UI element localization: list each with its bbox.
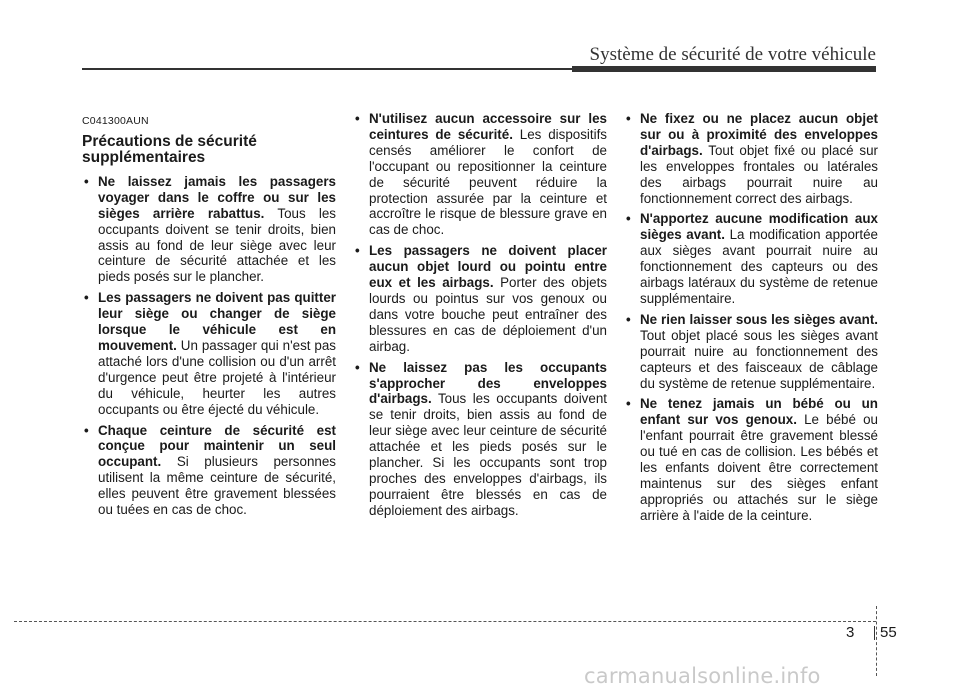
item-text: Tout objet placé sous les sièges avant pourrait nuire au fonctionnement des capteurs et des faisceaux de câblage du système de retenue supplémentaire. [640, 327, 878, 391]
column-3 [624, 111, 878, 529]
list-item [353, 360, 607, 519]
item-text: Tout objet fixé ou placé sur les enveloppes frontales ou latérales des airbags pourrait nuire au fonctionnement correct des airbags. [640, 142, 878, 206]
header-title: Système de sécurité de votre véhicule [589, 44, 876, 65]
list-item [82, 423, 336, 518]
bullet-list-1 [82, 174, 336, 518]
item-text: Tous les occupants doivent se tenir droits, bien assis au fond de leur siège avec leur ceinture de sécurité attachée et les pieds posés sur le plancher. Si les occupants sont trop proches des enveloppes d'airbags, ils pourraient être blessés en cas de déploiement des airbags. [369, 391, 607, 518]
item-bold: Chaque ceinture de sécurité est conçue pour maintenir un seul occupant. [98, 422, 336, 470]
list-item [624, 312, 878, 392]
item-text: Porter des objets lourds ou pointus sur vos genoux ou dans votre bouche peut entraîner des blessures en cas de déploiement d'un airbag. [369, 275, 607, 354]
column-2 [353, 111, 607, 524]
section-title: Précautions de sécurité supplémentaires [82, 132, 257, 166]
bullet-list-2 [353, 111, 607, 519]
page-number: 55 [880, 624, 897, 641]
item-text: Un passager qui n'est pas attaché lors d'une collision ou d'un arrêt d'urgence peut être projeté à l'intérieur du véhicule, heurter les autres occupants ou être éjecté du véhicule. [98, 337, 336, 417]
list-item [353, 243, 607, 354]
list-item [82, 174, 336, 285]
page-number-separator [874, 626, 875, 640]
column-1 [82, 110, 336, 523]
list-item [82, 290, 336, 417]
footer-vertical-rule [876, 606, 877, 676]
section-code: C041300AUN [82, 115, 149, 127]
item-bold: N'utilisez aucun accessoire sur les ceintures de sécurité. [369, 111, 607, 142]
watermark: carmanualsonline.info [584, 664, 821, 688]
header-rule-accent [572, 66, 876, 72]
item-bold: N'apportez aucune modification aux sièges avant. [640, 211, 878, 243]
footer-rule [14, 621, 876, 622]
item-bold: Ne tenez jamais un bébé ou un enfant sur vos genoux. [640, 396, 878, 428]
item-bold: Ne laissez jamais les passagers voyager dans le coffre ou sur les sièges arrière rabattus. [98, 173, 336, 221]
list-item [624, 396, 878, 523]
item-bold: Ne laissez pas les occupants s'approcher des enveloppes d'airbags. [369, 359, 607, 407]
item-text: Le bébé ou l'enfant pourrait être gravement blessé ou tué en cas de collision. Les bébés et les enfants doivent être correctement maintenus sur des sièges enfant appropriés ou attachés sur le siège arrière à l'aide de la ceinture. [640, 412, 878, 523]
item-text: Si plusieurs personnes utilisent la même ceinture de sécurité, elles peuvent être gravement blessées ou tuées en cas de choc. [98, 454, 336, 518]
item-bold: Ne rien laisser sous les sièges avant. [640, 311, 878, 327]
item-bold: Ne fixez ou ne placez aucun objet sur ou à proximité des enveloppes d'airbags. [640, 111, 878, 158]
chapter-number: 3 [846, 624, 855, 641]
list-item [624, 211, 878, 306]
item-text: Tous les occupants doivent se tenir droits, bien assis au fond de leur siège avec leur ceinture de sécurité attachée et les pieds posés sur le plancher. [98, 205, 336, 285]
list-item [353, 111, 607, 238]
list-item [624, 111, 878, 206]
bullet-list-3 [624, 111, 878, 524]
item-bold: Les passagers ne doivent pas quitter leur siège ou changer de siège lorsque le véhicule est en mouvement. [98, 290, 336, 353]
item-text: Les dispositifs censés améliorer le confort de l'occupant ou repositionner la ceinture de sécurité peuvent réduire la protection assurée par la ceinture et accroître le risque de blessure grave en cas de choc. [369, 126, 608, 238]
item-text: La modification apportée aux sièges avant pourrait nuire au fonctionnement des capteurs ou des airbags latéraux du système de retenue supplémentaire. [640, 227, 878, 306]
item-bold: Les passagers ne doivent placer aucun objet lourd ou pointu entre eux et les airbags. [369, 243, 607, 291]
